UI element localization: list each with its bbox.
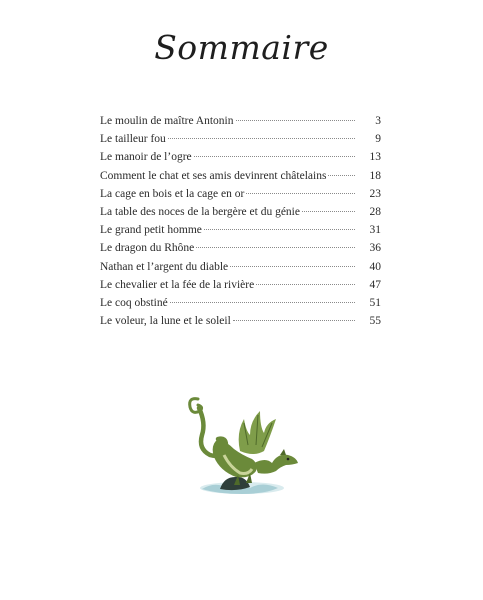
- toc-entry-title: La cage en bois et la cage en or: [100, 187, 245, 200]
- toc-entry-title: Le tailleur fou: [100, 133, 166, 146]
- dot-leader: [204, 229, 355, 230]
- toc-entry[interactable]: [100, 312, 381, 330]
- toc-entry[interactable]: [100, 294, 381, 312]
- toc-entry-page-number: 9: [375, 133, 381, 146]
- toc-entry-title: Le dragon du Rhône: [100, 242, 195, 255]
- dragon-icon: [180, 393, 310, 498]
- toc-entry[interactable]: [100, 221, 381, 239]
- toc-entry[interactable]: [100, 185, 381, 203]
- toc-entry[interactable]: [100, 258, 381, 276]
- dot-leader: [246, 193, 355, 194]
- toc-entry-title: Le chevalier et la fée de la rivière: [100, 278, 255, 291]
- dot-leader: [233, 320, 355, 321]
- dot-leader: [230, 266, 355, 267]
- toc-entry[interactable]: [100, 167, 381, 185]
- toc-entry-page-number: 28: [369, 205, 381, 218]
- toc-entry-page-number: 23: [369, 187, 381, 200]
- dot-leader: [302, 211, 355, 212]
- toc-entry-title: Le coq obstiné: [100, 296, 168, 309]
- toc-entry-page-number: 40: [369, 260, 381, 273]
- toc-entry-page-number: 3: [375, 115, 381, 127]
- dot-leader: [236, 120, 355, 121]
- toc-entry[interactable]: [100, 203, 381, 221]
- toc-entry[interactable]: [100, 130, 381, 148]
- dot-leader: [256, 284, 355, 285]
- dot-leader: [170, 302, 355, 303]
- toc-entry-page-number: 36: [369, 242, 381, 255]
- toc-entry-page-number: 47: [369, 278, 381, 291]
- toc-entry[interactable]: [100, 112, 381, 130]
- table-of-contents: [100, 112, 381, 330]
- toc-entry-title: Nathan et l’argent du diable: [100, 260, 229, 273]
- dot-leader: [196, 247, 355, 248]
- toc-entry-page-number: 51: [369, 296, 381, 309]
- toc-entry-page-number: 31: [369, 224, 381, 237]
- toc-entry-title: La table des noces de la bergère et du génie: [100, 205, 300, 218]
- toc-entry-page-number: 18: [369, 169, 381, 182]
- dot-leader: [194, 156, 355, 157]
- toc-entry-title: Le grand petit homme: [100, 224, 202, 237]
- toc-entry-title: Comment le chat et ses amis devinrent châtelains: [100, 169, 327, 182]
- toc-entry-title: Le moulin de maître Antonin: [100, 115, 234, 127]
- toc-entry[interactable]: [100, 148, 381, 166]
- toc-entry-title: Le voleur, la lune et le soleil: [100, 315, 231, 328]
- toc-entry-page-number: 55: [369, 315, 381, 328]
- toc-entry-page-number: 13: [369, 151, 381, 164]
- dot-leader: [328, 175, 355, 176]
- toc-entry[interactable]: [100, 276, 381, 294]
- toc-entry[interactable]: [100, 239, 381, 257]
- dot-leader: [168, 138, 355, 139]
- page-title: Sommaire: [154, 28, 329, 67]
- toc-entry-title: Le manoir de l’ogre: [100, 151, 192, 164]
